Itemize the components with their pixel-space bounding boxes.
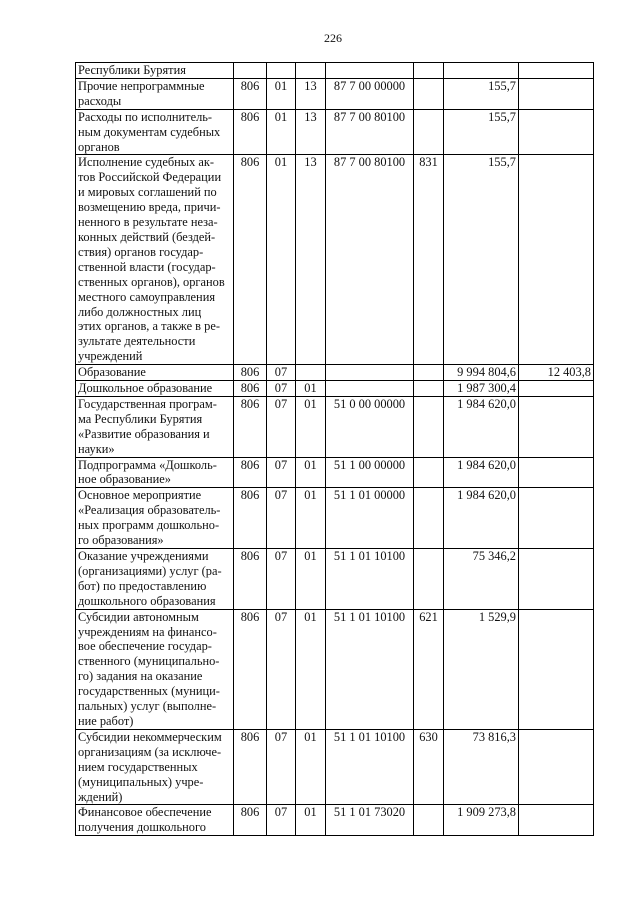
cell-amount-2 (519, 457, 594, 488)
cell-subsection-code (296, 365, 326, 381)
cell-amount-1: 1 984 620,0 (444, 457, 519, 488)
cell-amount-1: 73 816,3 (444, 729, 519, 805)
cell-target-article-code (326, 381, 414, 397)
table-row (76, 109, 594, 155)
cell-section-code (267, 63, 296, 79)
cell-department-code: 806 (234, 488, 267, 549)
cell-department-code: 806 (234, 155, 267, 365)
cell-target-article-code: 51 0 00 00000 (326, 396, 414, 457)
cell-department-code: 806 (234, 609, 267, 729)
cell-amount-2 (519, 109, 594, 155)
table-row (76, 63, 594, 79)
table-row (76, 78, 594, 109)
cell-amount-2 (519, 63, 594, 79)
cell-expense-type-code: 831 (414, 155, 444, 365)
cell-expense-type-code (414, 488, 444, 549)
cell-target-article-code: 51 1 01 73020 (326, 805, 414, 836)
cell-department-code: 806 (234, 381, 267, 397)
cell-amount-1: 155,7 (444, 109, 519, 155)
cell-target-article-code: 51 1 01 10100 (326, 609, 414, 729)
cell-department-code: 806 (234, 729, 267, 805)
cell-target-article-code: 51 1 00 00000 (326, 457, 414, 488)
cell-subsection-code (296, 63, 326, 79)
cell-amount-1: 9 994 804,6 (444, 365, 519, 381)
cell-department-code: 806 (234, 365, 267, 381)
cell-subsection-code: 01 (296, 805, 326, 836)
table-row (76, 488, 594, 549)
page-number: 226 (324, 31, 342, 45)
cell-section-code: 07 (267, 381, 296, 397)
cell-section-code: 07 (267, 488, 296, 549)
cell-target-article-code: 87 7 00 00000 (326, 78, 414, 109)
cell-expense-type-code (414, 109, 444, 155)
cell-item-name: Субсидии автономным учреждениям на финансо- вое обеспечение государ- ственного (муниципально- го) задания на оказание государственных (муници- пальных) услуг (выполне- ние работ) (76, 609, 234, 729)
cell-amount-2: 12 403,8 (519, 365, 594, 381)
cell-amount-2 (519, 609, 594, 729)
cell-item-name: Оказание учреждениями (организациями) услуг (ра- бот) по предоставлению дошкольного образования (76, 549, 234, 610)
cell-expense-type-code: 630 (414, 729, 444, 805)
cell-item-name: Расходы по исполнитель- ным документам судебных органов (76, 109, 234, 155)
cell-amount-2 (519, 381, 594, 397)
cell-expense-type-code (414, 396, 444, 457)
cell-subsection-code: 01 (296, 488, 326, 549)
cell-expense-type-code: 621 (414, 609, 444, 729)
cell-target-article-code (326, 63, 414, 79)
cell-item-name: Дошкольное образование (76, 381, 234, 397)
cell-section-code: 07 (267, 609, 296, 729)
cell-amount-1: 155,7 (444, 78, 519, 109)
cell-item-name: Прочие непрограммные расходы (76, 78, 234, 109)
table-row (76, 729, 594, 805)
cell-target-article-code: 51 1 01 10100 (326, 549, 414, 610)
table-row (76, 381, 594, 397)
cell-amount-2 (519, 488, 594, 549)
cell-item-name: Подпрограмма «Дошколь- ное образование» (76, 457, 234, 488)
cell-amount-2 (519, 155, 594, 365)
cell-subsection-code: 01 (296, 549, 326, 610)
cell-target-article-code: 51 1 01 00000 (326, 488, 414, 549)
cell-target-article-code (326, 365, 414, 381)
table-row (76, 549, 594, 610)
table-row (76, 365, 594, 381)
cell-item-name: Финансовое обеспечение получения дошкольного (76, 805, 234, 836)
cell-amount-1: 75 346,2 (444, 549, 519, 610)
cell-section-code: 01 (267, 78, 296, 109)
cell-expense-type-code (414, 365, 444, 381)
cell-expense-type-code (414, 63, 444, 79)
cell-target-article-code: 87 7 00 80100 (326, 109, 414, 155)
cell-amount-1: 1 984 620,0 (444, 396, 519, 457)
cell-amount-2 (519, 729, 594, 805)
cell-item-name: Государственная програм- ма Республики Бурятия «Развитие образования и науки» (76, 396, 234, 457)
cell-item-name: Исполнение судебных ак- тов Российской Федерации и мировых соглашений по возмещению вреда, причи- ненного в результате неза- конных действий (бездей- ствия) органов государ- ственной власти (государ- ственных органов), органов местного самоуправления либо должностных лиц этих органов, а также в ре- зультате деятельности учреждений (76, 155, 234, 365)
cell-amount-1: 1 909 273,8 (444, 805, 519, 836)
cell-amount-1: 1 987 300,4 (444, 381, 519, 397)
cell-department-code: 806 (234, 78, 267, 109)
table-row (76, 155, 594, 365)
cell-item-name: Субсидии некоммерческим организациям (за исключе- нием государственных (муниципальных) учре- ждений) (76, 729, 234, 805)
cell-subsection-code: 01 (296, 609, 326, 729)
cell-expense-type-code (414, 457, 444, 488)
cell-department-code: 806 (234, 396, 267, 457)
cell-amount-2 (519, 549, 594, 610)
table-row (76, 457, 594, 488)
cell-amount-1: 1 984 620,0 (444, 488, 519, 549)
cell-section-code: 07 (267, 729, 296, 805)
cell-subsection-code: 13 (296, 109, 326, 155)
cell-department-code: 806 (234, 457, 267, 488)
cell-amount-1: 155,7 (444, 155, 519, 365)
cell-section-code: 07 (267, 365, 296, 381)
cell-section-code: 07 (267, 457, 296, 488)
cell-subsection-code: 13 (296, 155, 326, 365)
cell-department-code (234, 63, 267, 79)
cell-subsection-code: 01 (296, 396, 326, 457)
budget-table-body (76, 63, 594, 836)
cell-expense-type-code (414, 805, 444, 836)
table-row (76, 609, 594, 729)
cell-amount-2 (519, 78, 594, 109)
cell-expense-type-code (414, 549, 444, 610)
cell-target-article-code: 87 7 00 80100 (326, 155, 414, 365)
cell-section-code: 01 (267, 155, 296, 365)
cell-section-code: 07 (267, 805, 296, 836)
cell-amount-1 (444, 63, 519, 79)
cell-subsection-code: 01 (296, 381, 326, 397)
cell-section-code: 01 (267, 109, 296, 155)
cell-department-code: 806 (234, 805, 267, 836)
cell-section-code: 07 (267, 396, 296, 457)
cell-amount-2 (519, 396, 594, 457)
cell-subsection-code: 01 (296, 729, 326, 805)
cell-amount-2 (519, 805, 594, 836)
cell-target-article-code: 51 1 01 10100 (326, 729, 414, 805)
table-row (76, 805, 594, 836)
cell-item-name: Республики Бурятия (76, 63, 234, 79)
budget-table (75, 62, 594, 836)
cell-section-code: 07 (267, 549, 296, 610)
cell-item-name: Основное мероприятие «Реализация образователь- ных программ дошкольно- го образования» (76, 488, 234, 549)
cell-expense-type-code (414, 78, 444, 109)
table-row (76, 396, 594, 457)
cell-department-code: 806 (234, 549, 267, 610)
cell-expense-type-code (414, 381, 444, 397)
cell-amount-1: 1 529,9 (444, 609, 519, 729)
cell-subsection-code: 01 (296, 457, 326, 488)
cell-subsection-code: 13 (296, 78, 326, 109)
cell-department-code: 806 (234, 109, 267, 155)
cell-item-name: Образование (76, 365, 234, 381)
